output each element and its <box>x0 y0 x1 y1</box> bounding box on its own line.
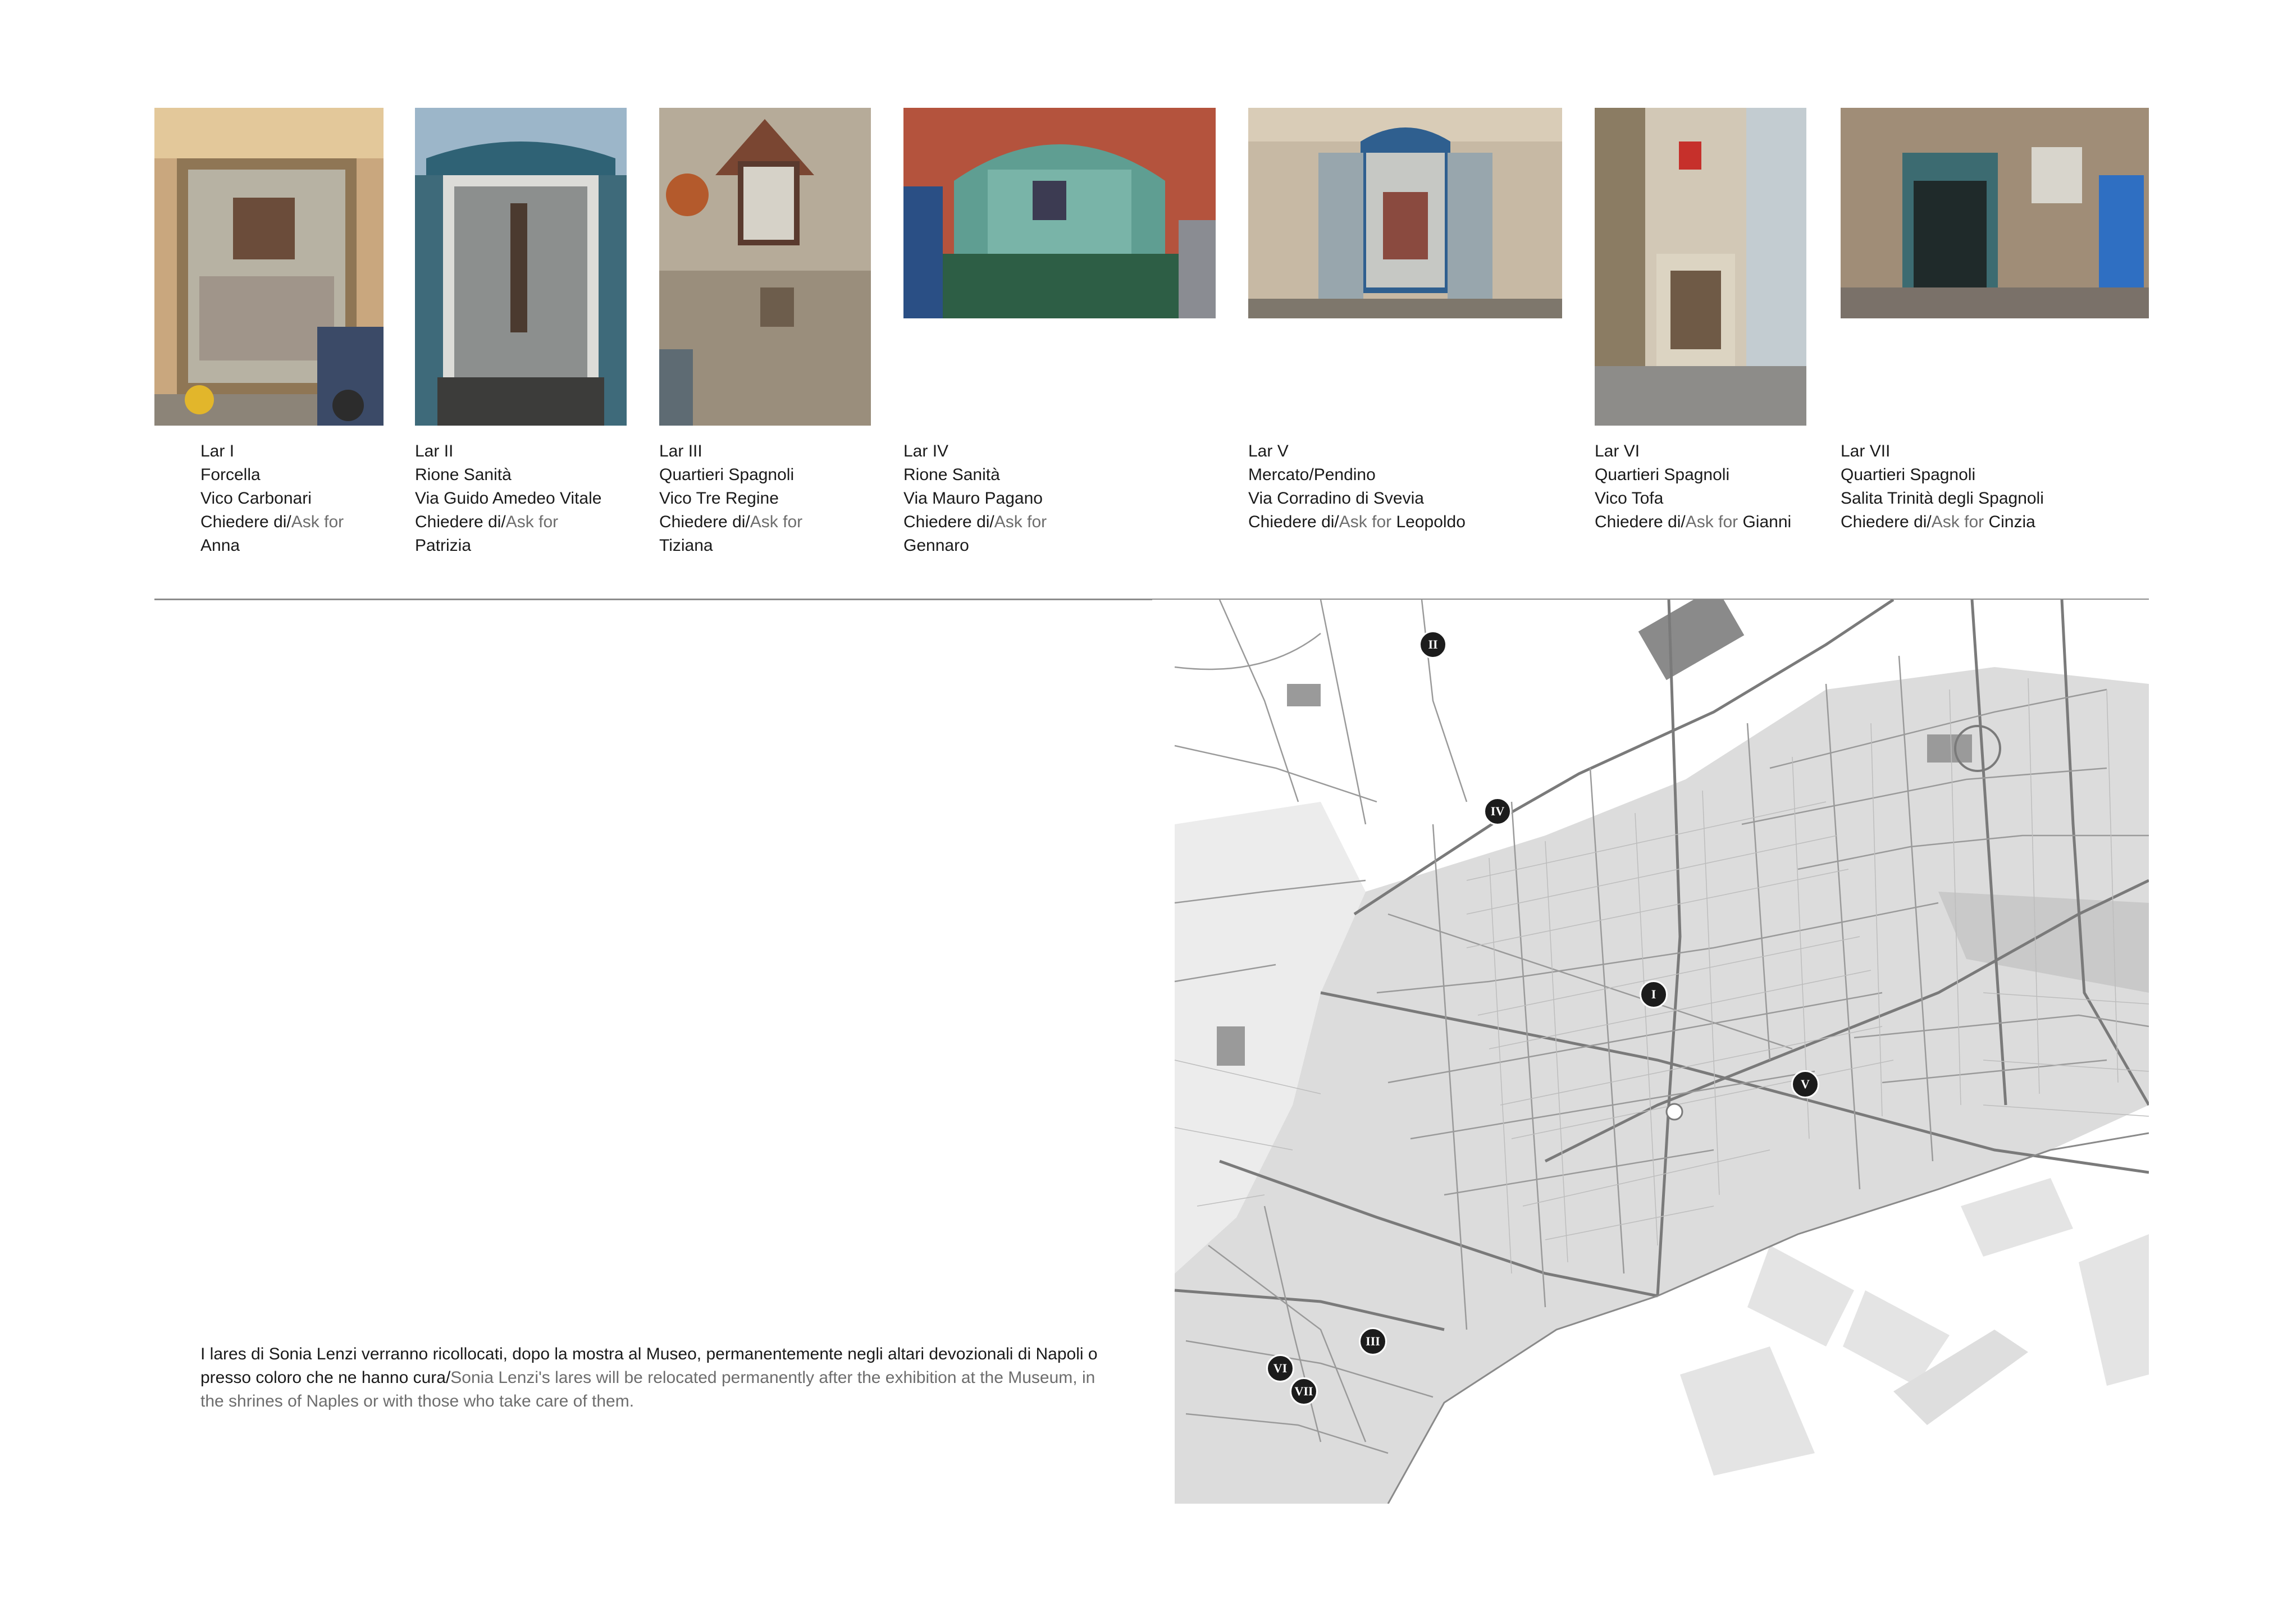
map-marker-3[interactable]: III <box>1359 1327 1387 1355</box>
caption-contact-name: Anna <box>200 536 240 555</box>
caption-street: Via Mauro Pagano <box>903 489 1043 508</box>
map-marker-6[interactable]: VI <box>1266 1354 1294 1382</box>
caption-title: Lar III <box>659 442 702 460</box>
caption-contact-name: Patrizia <box>415 536 472 555</box>
intro-paragraph <box>200 1343 1116 1413</box>
caption-street: Via Corradino di Svevia <box>1248 489 1424 508</box>
caption-ask-en: Ask for <box>1339 513 1392 531</box>
caption-title: Lar VI <box>1595 442 1640 460</box>
caption-district: Quartieri Spagnoli <box>1841 465 1976 484</box>
photo-lar-6 <box>1595 108 1806 426</box>
caption-ask-it: Chiedere di/ <box>1248 513 1339 531</box>
map-marker-2[interactable]: II <box>1419 631 1447 659</box>
caption-contact-name: Gennaro <box>903 536 969 555</box>
caption-ask-it: Chiedere di/ <box>415 513 506 531</box>
caption-ask-it: Chiedere di/ <box>659 513 750 531</box>
caption-lar-1 <box>200 440 344 558</box>
caption-lar-2 <box>415 440 601 558</box>
caption-street: Vico Carbonari <box>200 489 312 508</box>
caption-district: Forcella <box>200 465 261 484</box>
caption-lar-3 <box>659 440 802 558</box>
photo-lar-7 <box>1841 108 2149 318</box>
caption-district: Quartieri Spagnoli <box>1595 465 1730 484</box>
caption-lar-7 <box>1841 440 2044 534</box>
caption-ask-it: Chiedere di/ <box>903 513 994 531</box>
caption-street: Via Guido Amedeo Vitale <box>415 489 602 508</box>
naples-map <box>1152 600 2149 1504</box>
map-marker-7[interactable]: VII <box>1290 1377 1318 1405</box>
caption-contact-name: Leopoldo <box>1396 513 1466 531</box>
caption-ask-en: Ask for <box>1931 513 1984 531</box>
caption-ask-en: Ask for <box>505 513 559 531</box>
photo-lar-3 <box>659 108 871 426</box>
photo-lar-1 <box>154 108 384 426</box>
intro-english: Sonia Lenzi's lares will be relocated permanently after the exhibition at the Museum, in the shrines of Naples or with those who take care of them. <box>200 1368 1095 1410</box>
caption-title: Lar I <box>200 442 235 460</box>
caption-ask-it: Chiedere di/ <box>1841 513 1932 531</box>
map-marker-5[interactable]: V <box>1791 1070 1819 1098</box>
map-marker-1[interactable]: I <box>1640 980 1668 1008</box>
caption-street: Salita Trinità degli Spagnoli <box>1841 489 2044 508</box>
caption-lar-5 <box>1248 440 1466 534</box>
caption-title: Lar IV <box>903 442 949 460</box>
caption-district: Rione Sanità <box>903 465 1000 484</box>
caption-street: Vico Tofa <box>1595 489 1664 508</box>
caption-contact-name: Gianni <box>1742 513 1792 531</box>
caption-lar-4 <box>903 440 1047 558</box>
caption-ask-en: Ask for <box>291 513 344 531</box>
caption-district: Quartieri Spagnoli <box>659 465 795 484</box>
caption-ask-en: Ask for <box>1685 513 1738 531</box>
caption-district: Mercato/Pendino <box>1248 465 1376 484</box>
caption-title: Lar V <box>1248 442 1289 460</box>
caption-lar-6 <box>1595 440 1791 534</box>
map-drawing <box>1152 600 2149 1504</box>
caption-title: Lar II <box>415 442 454 460</box>
photo-lar-5 <box>1248 108 1562 318</box>
caption-street: Vico Tre Regine <box>659 489 779 508</box>
intro-italian: I lares di Sonia Lenzi verranno ricollocati, dopo la mostra al Museo, permanentemente negli altari devozionali di Napoli o presso coloro che ne hanno cura/ <box>200 1345 1098 1387</box>
photo-lar-4 <box>903 108 1216 318</box>
caption-title: Lar VII <box>1841 442 1891 460</box>
caption-district: Rione Sanità <box>415 465 512 484</box>
caption-ask-en: Ask for <box>750 513 803 531</box>
caption-contact-name: Cinzia <box>1988 513 2035 531</box>
caption-ask-it: Chiedere di/ <box>1595 513 1686 531</box>
caption-ask-en: Ask for <box>994 513 1047 531</box>
map-marker-4[interactable]: IV <box>1484 797 1512 825</box>
photo-lar-2 <box>415 108 627 426</box>
caption-contact-name: Tiziana <box>659 536 713 555</box>
caption-ask-it: Chiedere di/ <box>200 513 291 531</box>
